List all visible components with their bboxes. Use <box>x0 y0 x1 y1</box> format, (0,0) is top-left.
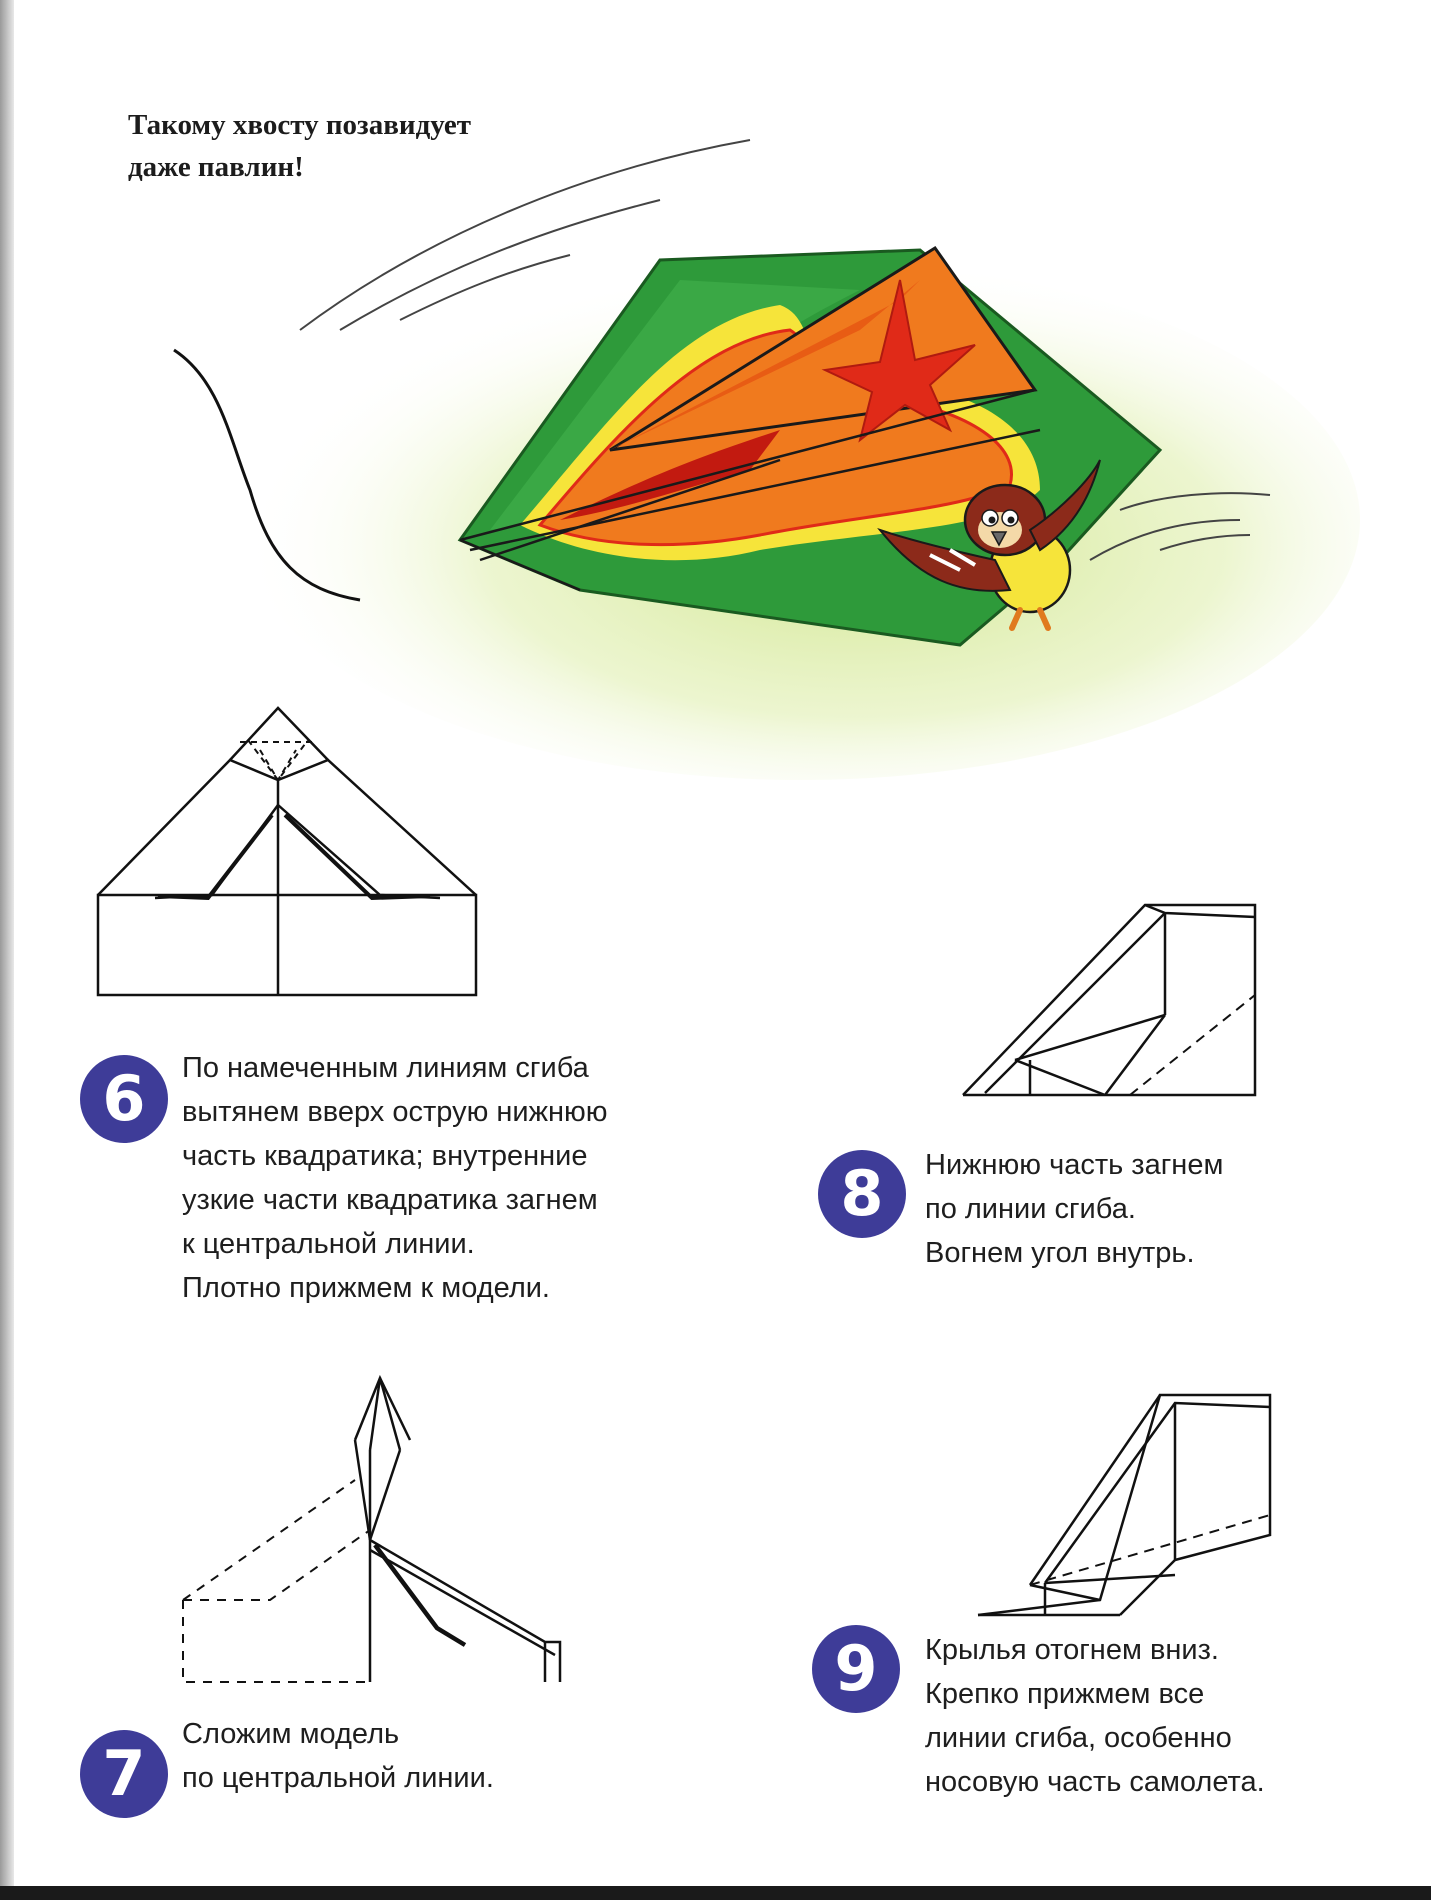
step-7-line-1: Сложим модель <box>182 1718 400 1750</box>
paper-plane-illustration <box>160 130 1360 790</box>
step-8-badge: 8 <box>818 1150 906 1238</box>
step-6-badge: 6 <box>80 1055 168 1143</box>
step-6-line-6: Плотно прижмем к модели. <box>182 1272 550 1304</box>
step-9-line-4: носовую часть самолета. <box>925 1766 1265 1798</box>
scan-left-edge <box>0 0 14 1900</box>
step-6-line-2: вытянем вверх острую нижнюю <box>182 1096 608 1128</box>
step-6-line-5: к центральной линии. <box>182 1228 475 1260</box>
caption-line-2: даже павлин! <box>128 151 304 184</box>
paper-plane-drawing <box>160 130 1360 790</box>
step-6-line-1: По намеченным линиям сгиба <box>182 1052 589 1084</box>
step-8-line-3: Вогнем угол внутрь. <box>925 1237 1195 1269</box>
step-6-line-3: часть квадратика; внутренние <box>182 1140 588 1172</box>
step-7-badge: 7 <box>80 1730 168 1818</box>
step-8-line-1: Нижнюю часть загнем <box>925 1149 1224 1181</box>
step-9-line-1: Крылья отогнем вниз. <box>925 1634 1219 1666</box>
step-9-line-3: линии сгиба, особенно <box>925 1722 1232 1754</box>
step-7-text <box>182 1712 494 1800</box>
step-9-text <box>925 1628 1265 1804</box>
fold-diagram-6 <box>90 700 490 1000</box>
step-6-text <box>182 1046 608 1310</box>
scan-bottom-edge <box>0 1886 1431 1900</box>
diagram-step-7 <box>175 1370 585 1690</box>
diagram-step-6 <box>90 700 490 1000</box>
step-8-line-2: по линии сгиба. <box>925 1193 1136 1225</box>
diagram-step-9 <box>970 1385 1290 1625</box>
step-9-line-2: Крепко прижмем все <box>925 1678 1205 1710</box>
step-7-line-2: по центральной линии. <box>182 1762 494 1794</box>
fold-diagram-9 <box>970 1385 1290 1625</box>
step-9-badge: 9 <box>812 1625 900 1713</box>
step-6-line-4: узкие части квадратика загнем <box>182 1184 598 1216</box>
caption-line-1: Такому хвосту позавидует <box>128 109 471 141</box>
step-8-text <box>925 1143 1223 1275</box>
diagram-step-8 <box>955 895 1275 1115</box>
fold-diagram-7 <box>175 1370 585 1690</box>
fold-diagram-8 <box>955 895 1275 1115</box>
